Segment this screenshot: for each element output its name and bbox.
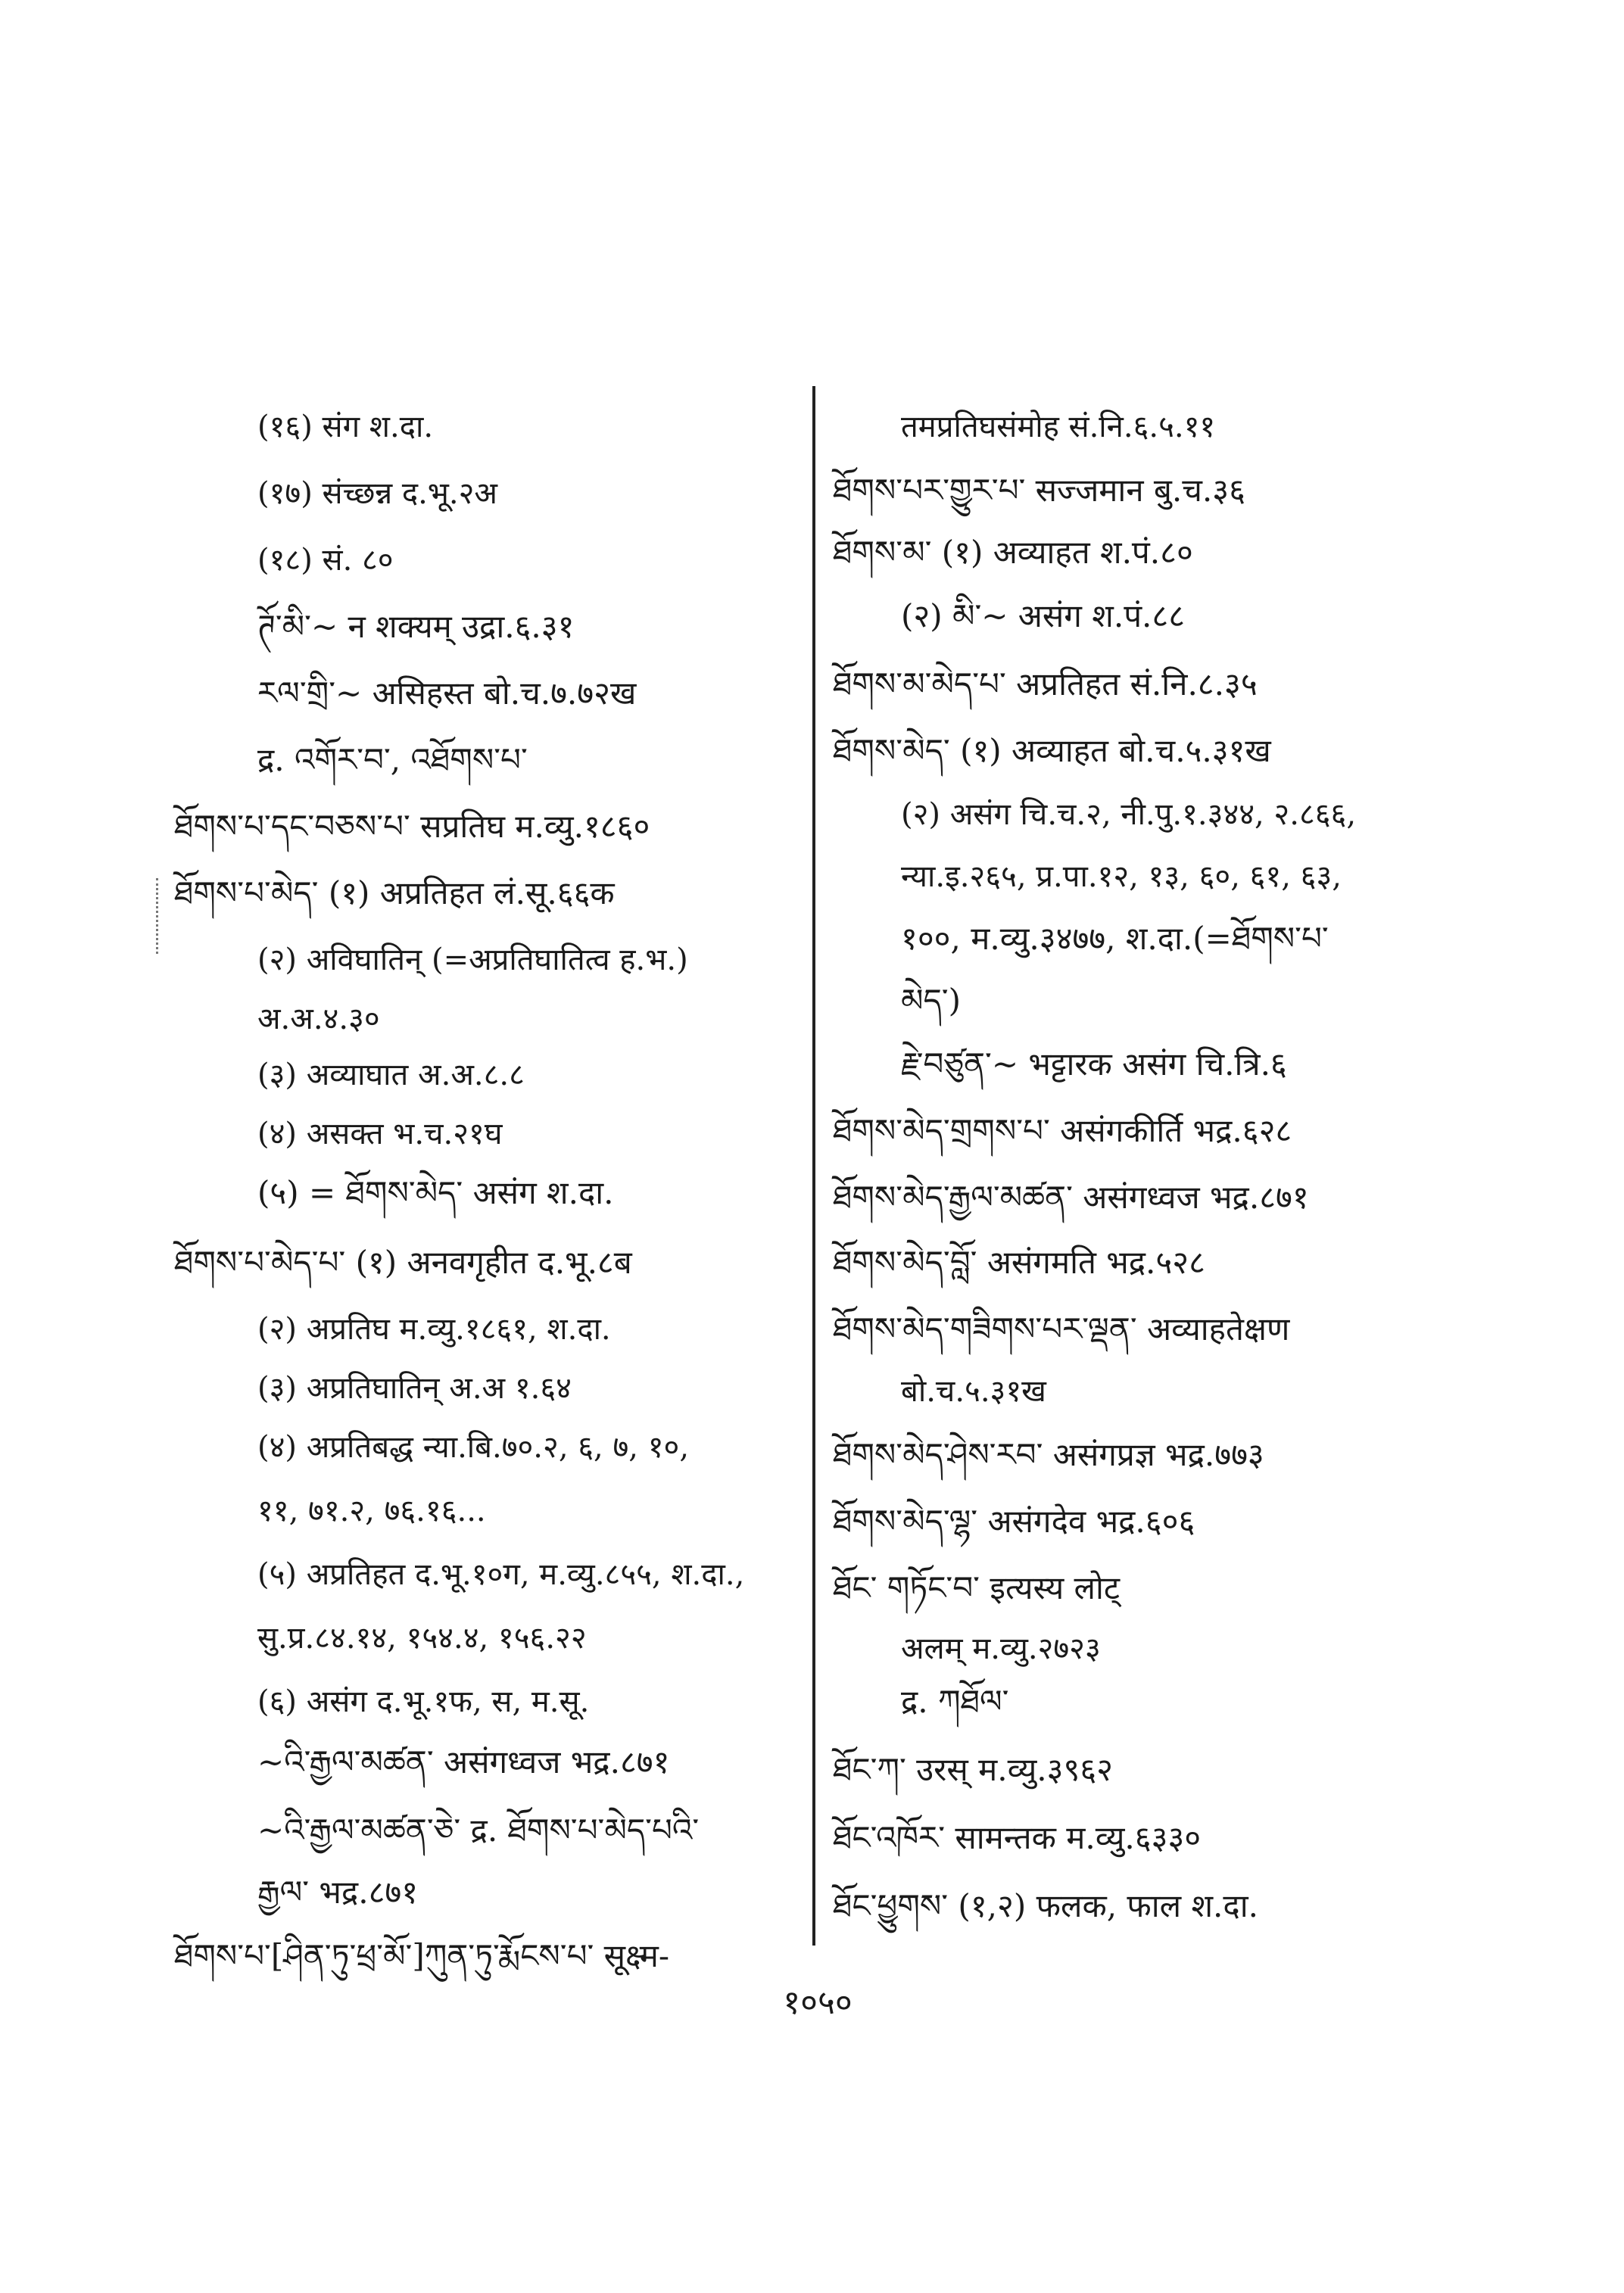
- entry-line: (३) अप्रतिघातिन् अ.अ १.६४: [257, 1371, 572, 1406]
- entry-headword: ཐོགས་མེད་ (१) अव्याहत बो.च.५.३१ख: [833, 732, 1271, 769]
- entry-line: ~འི་རྒྱལ་མཚན་ असंगध्वज भद्र.८७१: [257, 1743, 670, 1781]
- entry-line: (४) असक्त भ.च.२१घ: [257, 1117, 503, 1151]
- entry-line: अ.अ.४.३०: [257, 1002, 380, 1036]
- entry-headword: ཐོགས་མ་མེད་པ་ अप्रतिहत सं.नि.८.३५: [833, 665, 1258, 703]
- entry-headword: ཐོགས་མ་ (१) अव्याहत श.पं.८०: [833, 534, 1193, 571]
- entry-headword: ཐོགས་པ་མེད་པ་ (१) अनवगृहीत द.भू.८ब: [174, 1244, 632, 1281]
- entry-line: ཊོ་མི་~ न शक्यम् उद्रा.६.३१: [257, 608, 575, 645]
- margin-mark: [156, 878, 161, 954]
- entry-line: (३) अव्याघात अ.अ.८.८: [257, 1058, 525, 1092]
- entry-headword: ཐོགས་མེད་གཟིགས་པར་ལྡན་ अव्याहतेक्षण: [833, 1310, 1290, 1347]
- entry-line: द्र. ཀཐོལ་: [901, 1683, 1009, 1720]
- entry-line: ११, ७१.२, ७६.१६...: [257, 1494, 486, 1528]
- entry-line: सु.प्र.८४.१४, १५४.४, १५६.२२: [257, 1621, 587, 1656]
- entry-line: (६) असंग द.भू.१फ, स, म.सू.: [257, 1684, 590, 1719]
- entry-line: अलम् म.व्यु.२७२३: [901, 1631, 1101, 1666]
- entry-headword: ཐོགས་མེད་ཤེས་རབ་ असंगप्रज्ञ भद्र.७७३: [833, 1436, 1264, 1473]
- entry-headword: ཐོགས་པ་མེད་ (१) अप्रतिहत लं.सू.६६क: [174, 874, 615, 911]
- entry-line: (२) असंग चि.च.२, नी.पु.१.३४४, २.८६६,: [901, 797, 1357, 832]
- entry-line: न्या.इ.२६५, प्र.पा.१२, १३, ६०, ६१, ६३,: [901, 859, 1342, 894]
- entry-headword: ཐོང་འཁོར་ सामन्तक म.व्यु.६३३०: [833, 1819, 1202, 1856]
- entry-line: तमप्रतिघसंमोह सं.नि.६.५.११: [901, 410, 1216, 444]
- entry-headword: ཐོང་ གཏོང་བ་ इत्यस्य लोट्: [833, 1569, 1121, 1606]
- entry-headword: ཐོགས་མེད་གྲགས་པ་ असंगकीर्ति भद्र.६२८: [833, 1112, 1292, 1149]
- entry-line: (१६) संग श.दा.: [257, 410, 434, 444]
- entry-headword: ཐོགས་པར་གྱུར་པ་ सज्जमान बु.च.३६: [833, 472, 1245, 509]
- page-number: १०५०: [783, 1983, 853, 2022]
- entry-headword: ཐོང་ཀ་ उरस् म.व्यु.३९६२: [833, 1751, 1113, 1788]
- entry-line: (२) अविघातिन् (=अप्रतिघातित्व ह.भ.): [257, 942, 688, 977]
- entry-line: མེད་): [901, 982, 962, 1019]
- entry-line: द्र. འགོར་བ་, འཐོགས་པ་: [257, 741, 528, 778]
- entry-headword: ཐོགས་མེད་བློ་ असंगमति भद्र.५२८: [833, 1244, 1205, 1281]
- entry-line: (२) མི་~ असंग श.पं.८८: [901, 597, 1186, 634]
- entry-line: (५) अप्रतिहत द.भू.१०ग, म.व्यु.८५५, श.दा.,: [257, 1557, 745, 1592]
- entry-headword: ཐོགས་པ་[ཤིན་ཏུ་ཕྲ་མོ་]ཀུན་ཏུ་རྨོངས་པ་ सूक्ष्म-: [174, 1937, 670, 1974]
- entry-line: རྗེ་བཙུན་~ भट्टारक असंग चि.त्रि.६: [901, 1045, 1287, 1083]
- entry-line: (४) अप्रतिबद्ध न्या.बि.७०.२, ६, ७, १०,: [257, 1430, 690, 1465]
- entry-line: (२) अप्रतिघ म.व्यु.१८६१, श.दा.: [257, 1312, 611, 1347]
- entry-line: बो.च.५.३१ख: [901, 1374, 1046, 1409]
- entry-headword: ཐོགས་མེད་རྒྱལ་མཚན་ असंगध्वज भद्र.८७१: [833, 1179, 1309, 1216]
- entry-headword: ཐོགས་པ་དང་བཅས་པ་ सप्रतिघ म.व्यु.१८६०: [174, 808, 650, 845]
- column-divider: [812, 386, 815, 1946]
- entry-line: (५) = ཐོགས་མེད་ असंग श.दा.: [257, 1174, 614, 1211]
- entry-headword: ཐོགས་མེད་ལྷ་ असंगदेव भद्र.६०६: [833, 1503, 1195, 1540]
- entry-line: (१७) संच्छन्न द.भू.२अ: [257, 476, 497, 511]
- entry-line: རྒྱལ་ भद्र.८७१: [257, 1874, 419, 1911]
- entry-line: (१८) सं. ८०: [257, 543, 394, 578]
- entry-line: ~འི་རྒྱལ་མཚན་ཅེ་ द्र. ཐོགས་པ་མེད་པའི་: [257, 1812, 700, 1849]
- entry-line: རལ་གྲི་~ असिहस्त बो.च.७.७२ख: [257, 675, 637, 712]
- entry-line: १००, म.व्यु.३४७७, श.दा.(=ཐོགས་པ་: [901, 920, 1329, 957]
- entry-headword: ཐོང་ཕྱུགས་ (१,२) फलक, फाल श.दा.: [833, 1887, 1258, 1924]
